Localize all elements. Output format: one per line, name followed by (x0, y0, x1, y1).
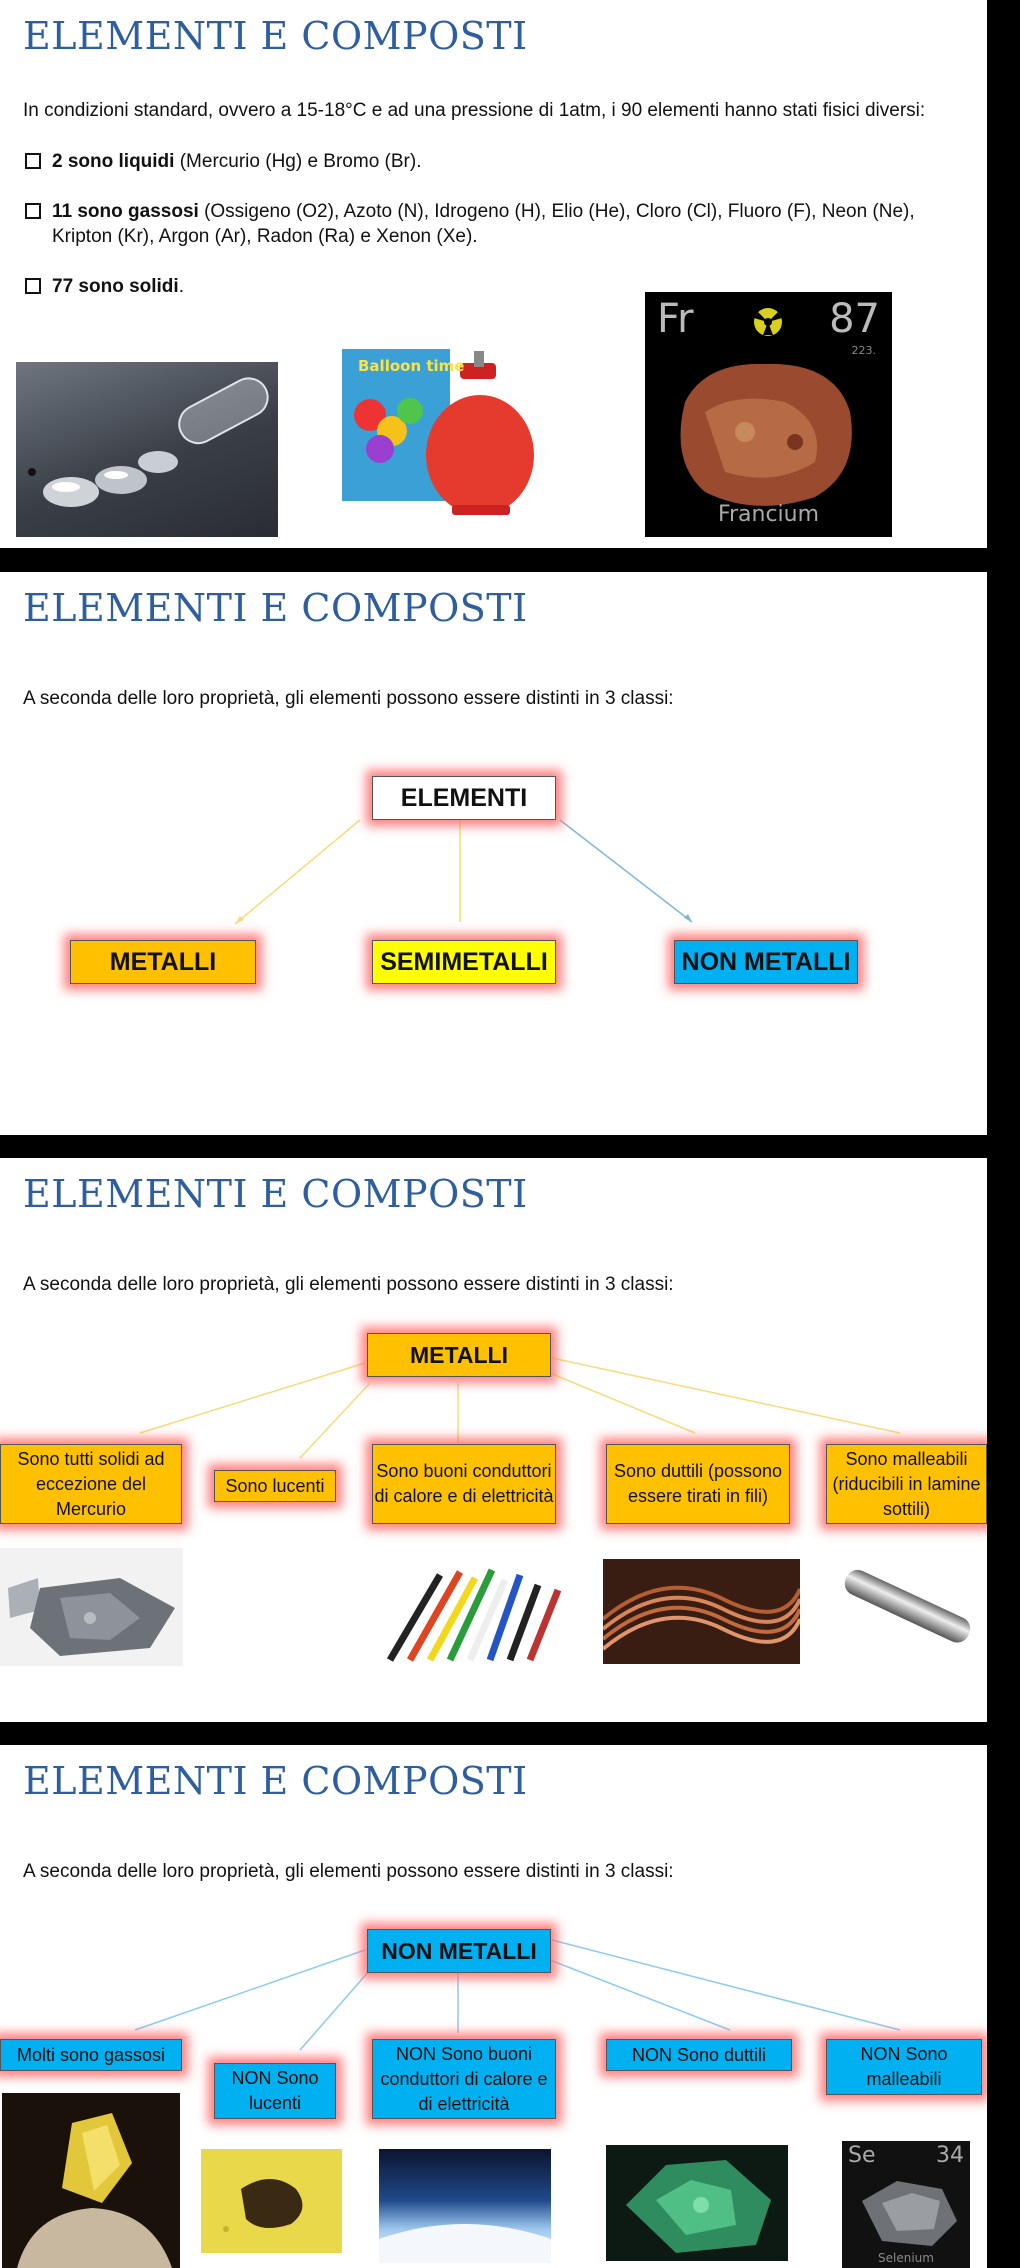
connector-lines (0, 572, 987, 1135)
intro-text: A seconda delle loro proprietà, gli elementi possono essere distinti in 3 classi: (23, 1274, 674, 1295)
sulfur-powder-image (201, 2149, 342, 2253)
slide-title: ELEMENTI E COMPOSTI (23, 586, 528, 630)
metal-chunks-icon (0, 1548, 183, 1666)
intro-text: In condizioni standard, ovvero a 15-18°C e ad una pressione di 1atm, i 90 elementi hanno stati fisici diversi: (23, 100, 926, 121)
property-not-ductile: NON Sono duttili (606, 2039, 792, 2071)
intro-text: A seconda delle loro proprietà, gli elementi possono essere distinti in 3 classi: (23, 688, 674, 709)
mineral-icon (606, 2145, 788, 2261)
element-symbol: Se (848, 2143, 876, 2168)
cables-image (380, 1560, 566, 1665)
sulfur-crystal-image (2, 2093, 180, 2268)
metal-rod-icon (830, 1553, 980, 1663)
property-shiny: Sono lucenti (214, 1470, 336, 1502)
francium-card (645, 292, 892, 537)
slide-nonmetal-properties (0, 1745, 987, 2268)
checkbox-icon (25, 153, 41, 169)
powder-icon (201, 2149, 342, 2253)
radioactive-icon (645, 292, 892, 537)
bullet-text: . (178, 276, 184, 297)
property-malleable: Sono malleabili (riducibili in lamine sottili) (826, 1444, 987, 1524)
selenium-card (842, 2141, 970, 2268)
property-ductile: Sono duttili (possono essere tirati in fili) (606, 1444, 790, 1524)
node-non-metalli: NON METALLI (674, 940, 858, 984)
property-not-malleable: NON Sono malleabili (826, 2039, 982, 2095)
slide-element-classes (0, 572, 987, 1135)
atomic-number: 87 (829, 296, 880, 342)
node-metalli: METALLI (367, 1333, 551, 1377)
bullet-bold: 2 sono liquidi (52, 151, 175, 172)
slide-title: ELEMENTI E COMPOSTI (23, 1172, 528, 1216)
bullet-text: (Ossigeno (O2), Azoto (N), Idrogeno (H), Elio (He), Cloro (Cl), Fluoro (F), Neon (Ne), Kripton (Kr), Argon (Ar), Radon (Ra) e Xenon (Xe). (52, 201, 915, 247)
crystal-icon (2, 2093, 180, 2268)
copper-coil-icon (603, 1559, 800, 1664)
earth-horizon-icon (379, 2149, 551, 2263)
cables-icon (380, 1560, 566, 1665)
property-conductors: Sono buoni conduttori di calore e di elettricità (372, 1444, 556, 1524)
copper-wire-image (603, 1559, 800, 1664)
node-non-metalli: NON METALLI (367, 1929, 551, 1973)
slide-title: ELEMENTI E COMPOSTI (23, 14, 528, 58)
element-name: Selenium (878, 2251, 934, 2265)
slide-title: ELEMENTI E COMPOSTI (23, 1759, 528, 1803)
checkbox-icon (25, 203, 41, 219)
property-not-conductors: NON Sono buoni conduttori di calore e di elettricità (372, 2039, 556, 2119)
helium-tank-image (340, 345, 540, 517)
atomic-mass: 223. (851, 344, 876, 357)
bullet-text: (Mercurio (Hg) e Bromo (Br). (174, 151, 422, 172)
node-semimetalli: SEMIMETALLI (372, 940, 556, 984)
green-mineral-image (606, 2145, 788, 2261)
bullet-bold: 77 sono solidi (52, 276, 179, 297)
atmosphere-image (379, 2149, 551, 2263)
mercury-drops-icon (16, 362, 278, 537)
balloon-box-label: Balloon time (358, 357, 465, 375)
mercury-image (16, 362, 278, 537)
property-not-shiny: NON Sono lucenti (214, 2063, 336, 2119)
metal-chunks-image (0, 1548, 183, 1666)
slide-metal-properties (0, 1158, 987, 1722)
slide-states-of-matter (0, 0, 987, 548)
bullet-bold: 11 sono gassosi (52, 201, 199, 222)
property-solid: Sono tutti solidi ad eccezione del Mercurio (0, 1444, 182, 1524)
bullet-liquids (25, 149, 955, 174)
selenium-rock-icon (842, 2141, 970, 2268)
intro-text: A seconda delle loro proprietà, gli elementi possono essere distinti in 3 classi: (23, 1861, 674, 1882)
checkbox-icon (25, 278, 41, 294)
bullet-gases (25, 199, 925, 249)
atomic-number: 34 (936, 2143, 964, 2168)
element-name: Francium (717, 502, 820, 527)
property-gaseous: Molti sono gassosi (0, 2039, 182, 2071)
node-metalli: METALLI (70, 940, 256, 984)
metal-rod-image (830, 1553, 980, 1663)
element-symbol: Fr (657, 296, 694, 342)
node-elementi: ELEMENTI (372, 776, 556, 820)
